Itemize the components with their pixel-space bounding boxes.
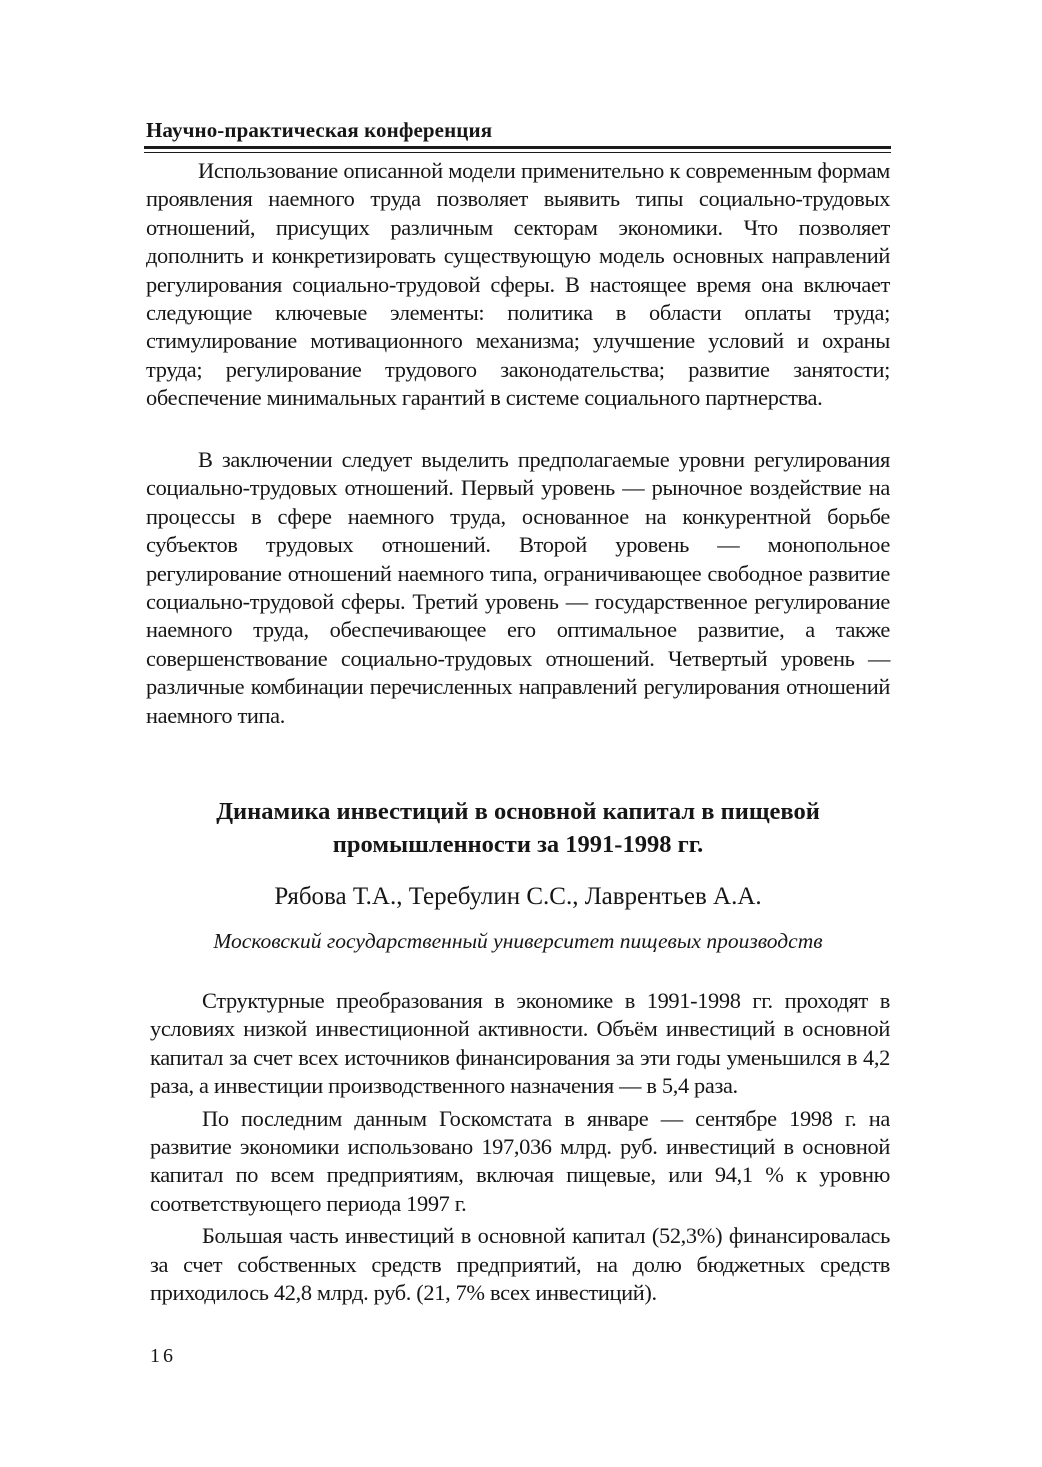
article-paragraph-2: По последним данным Госкомстата в январе — сентябре 1998 г. на развитие экономики использовано 197,036 млрд. руб. инвестиций в основной капитал по всем предприятиям, включая пищевые, или 94,1 % к уровню соответствующего периода 1997 г. <box>150 1105 890 1216</box>
intro-paragraph-1: Использование описанной модели применительно к современным формам проявления наемного труда позволяет выявить типы социально-трудовых отношений, присущих различным секторам экономики. Что позволяет дополнить и конкретизировать существующую модель основных направлений регулирования социально-трудовой сферы. В настоящее время она включает следующие ключевые элементы: политика в области оплаты труда; стимулирование мотивационного механизма; улучшение условий и охраны труда; регулирование трудового законодательства; развитие занятости; обеспечение минимальных гарантий в системе социального партнерства. <box>146 158 890 411</box>
article-body <box>150 987 890 1311</box>
intro-paragraph-2-block <box>146 446 890 730</box>
article-title-line-2: промышленности за 1991-1998 гг. <box>332 831 704 858</box>
header-rule-thin <box>144 152 891 153</box>
running-header: Научно-практическая конференция <box>146 118 493 142</box>
article-paragraph-3: Большая часть инвестиций в основной капитал (52,3%) финансировалась за счет собственных средств предприятий, на долю бюджетных средств приходилось 42,8 млрд. руб. (21, 7% всех инвестиций). <box>150 1223 890 1306</box>
intro-paragraph-1-block <box>146 157 890 413</box>
article-title <box>146 795 890 861</box>
intro-paragraph-2: В заключении следует выделить предполагаемые уровни регулирования социально-трудовых отношений. Первый уровень — рыночное воздействие на процессы в сфере наемного труда, основанное на конкурентной борьбе субъектов трудовых отношений. Второй уровень — монопольное регулирование отношений наемного типа, ограничивающее свободное развитие социально-трудовой сферы. Третий уровень — государственное регулирование наемного труда, обеспечивающее его оптимальное развитие, а также совершенствование социально-трудовых отношений. Четвертый уровень — различные комбинации перечисленных направлений регулирования отношений наемного типа. <box>146 447 890 728</box>
article-authors: Рябова Т.А., Теребулин С.С., Лаврентьев А.А. <box>274 883 762 910</box>
article-paragraph-1: Структурные преобразования в экономике в 1991-1998 гг. проходят в условиях низкой инвестиционной активности. Объём инвестиций в основной капитал за счет всех источников финансирования за эти годы уменьшился в 4,2 раза, а инвестиции производственного назначения — в 5,4 раза. <box>150 988 890 1099</box>
page-number: 16 <box>150 1345 176 1367</box>
header-rule <box>144 146 891 149</box>
article-affiliation: Московский государственный университет пищевых производств <box>213 929 823 953</box>
article-title-line-1: Динамика инвестиций в основной капитал в пищевой <box>216 798 820 825</box>
